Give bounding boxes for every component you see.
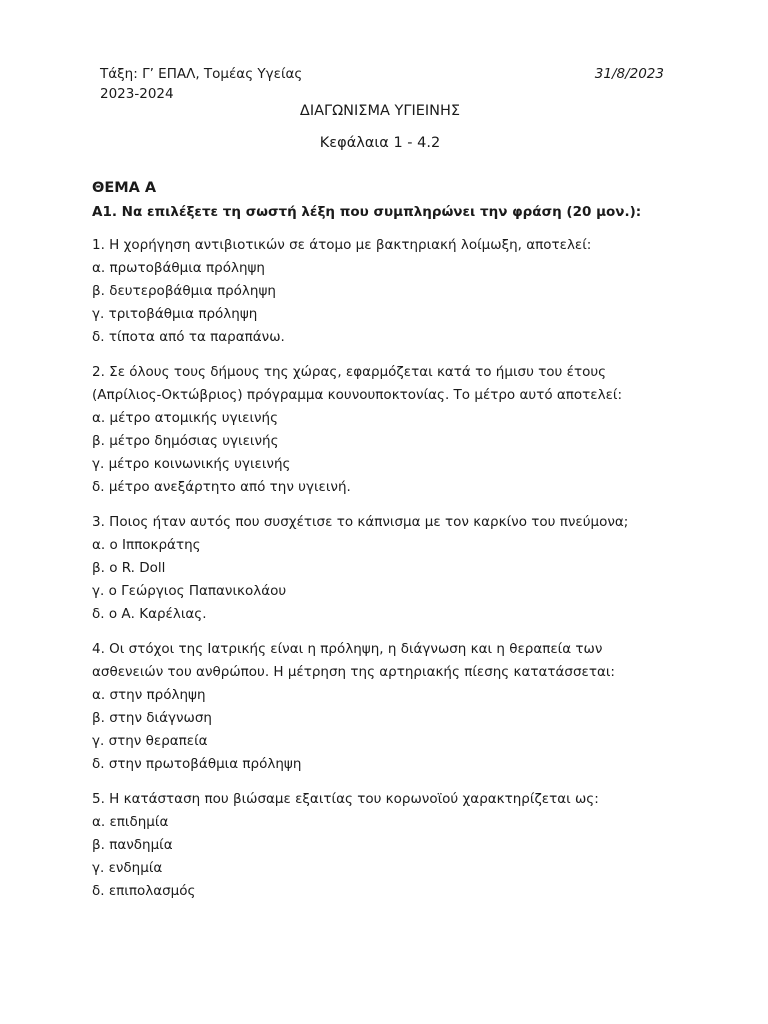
answer-option: α. επιδημία [92,814,169,830]
exam-date: 31/8/2023 [594,66,664,82]
answer-option: β. πανδημία [92,837,173,853]
question-4 [92,638,668,776]
answer-option: α. μέτρο ατομικής υγιεινής [92,410,279,426]
answer-option: δ. ο Α. Καρέλιας. [92,606,207,622]
class-line: Τάξη: Γ’ ΕΠΑΛ, Τομέας Υγείας [100,66,303,82]
question-list [92,234,668,903]
section-instruction: Α1. Να επιλέξετε τη σωστή λέξη που συμπληρώνει την φράση (20 μον.): [92,204,642,220]
section-heading: ΘΕΜΑ Α [92,180,157,196]
answer-option: β. δευτεροβάθμια πρόληψη [92,283,276,299]
school-year: 2023-2024 [100,86,174,102]
answer-option: β. μέτρο δημόσιας υγιεινής [92,433,279,449]
answer-option: α. πρωτοβάθμια πρόληψη [92,260,265,276]
answer-option: δ. στην πρωτοβάθμια πρόληψη [92,756,302,772]
answer-option: γ. μέτρο κοινωνικής υγιεινής [92,456,291,472]
answer-option: γ. τριτοβάθμια πρόληψη [92,306,258,322]
answer-option: δ. επιπολασμός [92,883,196,899]
question-5 [92,788,668,903]
answer-option: γ. ο Γεώργιος Παπανικολάου [92,583,287,599]
question-text: 1. Η χορήγηση αντιβιοτικών σε άτομο με βακτηριακή λοίμωξη, αποτελεί: [92,237,592,253]
document-header [92,64,668,104]
header-left-block [100,64,302,104]
answer-option: γ. ενδημία [92,860,163,876]
answer-option: α. ο Ιπποκράτης [92,537,201,553]
answer-option: α. στην πρόληψη [92,687,206,703]
question-2 [92,361,668,499]
answer-option: β. στην διάγνωση [92,710,212,726]
exam-title: ΔΙΑΓΩΝΙΣΜΑ ΥΓΙΕΙΝΗΣ [299,103,461,119]
question-1 [92,234,668,349]
answer-option: γ. στην θεραπεία [92,733,208,749]
answer-option: δ. τίποτα από τα παραπάνω. [92,329,285,345]
question-3 [92,511,668,626]
exam-chapters: Κεφάλαια 1 - 4.2 [319,135,441,151]
question-text: 4. Οι στόχοι της Ιατρικής είναι η πρόληψη, η διάγνωση και η θεραπεία των [92,641,603,657]
question-text: 3. Ποιος ήταν αυτός που συσχέτισε το κάπνισμα με τον καρκίνο του πνεύμονα; [92,514,629,530]
answer-option: β. ο R. Doll [92,560,166,576]
question-text: 2. Σε όλους τους δήμους της χώρας, εφαρμόζεται κατά το ήμισυ του έτους [92,364,607,380]
answer-option: δ. μέτρο ανεξάρτητο από την υγιεινή. [92,479,351,495]
question-text: (Απρίλιος-Οκτώβριος) πρόγραμμα κουνουποκτονίας. Το μέτρο αυτό αποτελεί: [92,387,622,403]
question-text: ασθενειών του ανθρώπου. Η μέτρηση της αρτηριακής πίεσης κατατάσσεται: [92,664,615,680]
question-text: 5. Η κατάσταση που βιώσαμε εξαιτίας του κορωνοϊού χαρακτηρίζεται ως: [92,791,599,807]
